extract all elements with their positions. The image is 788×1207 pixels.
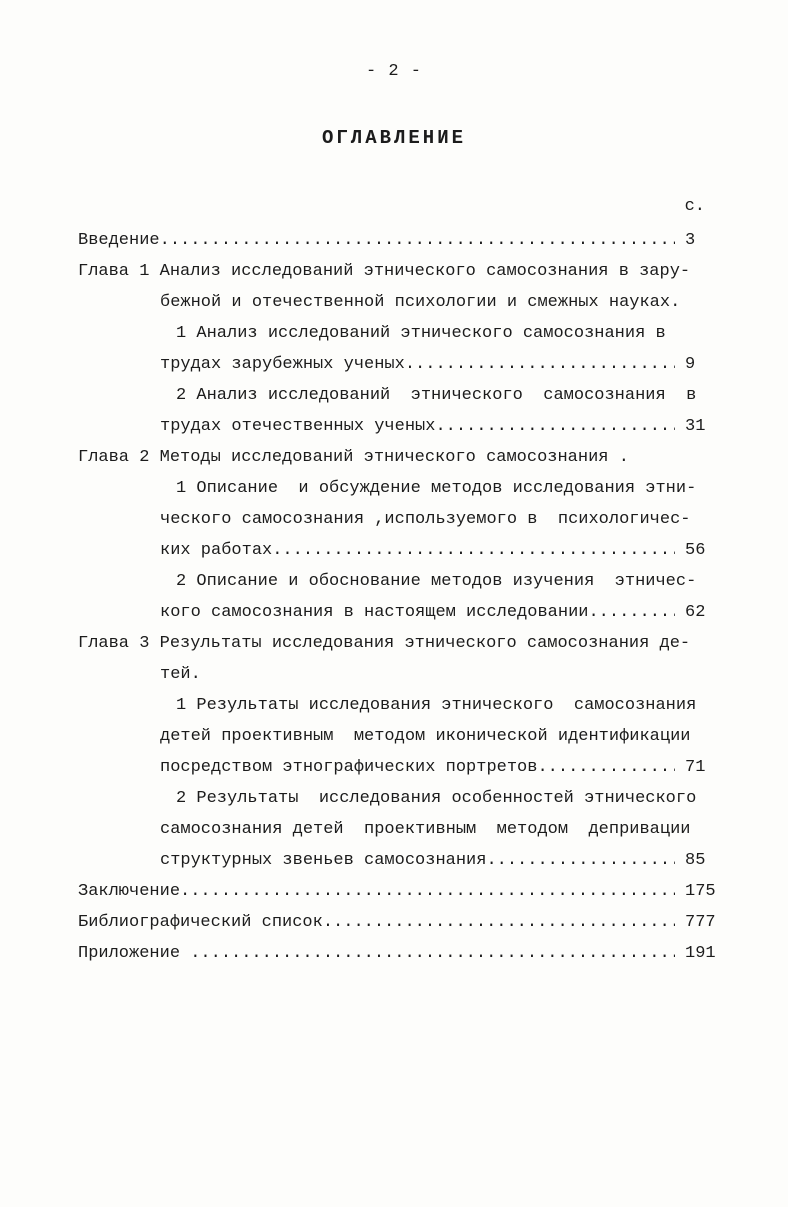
toc-entry [78, 814, 735, 845]
dot-leader [190, 938, 675, 969]
toc-list [78, 225, 735, 969]
toc-entry-text: кого самосознания в настоящем исследовании [160, 603, 589, 622]
toc-entry-text: 2 Результаты исследования особенностей этнического [176, 789, 697, 808]
toc-page-number: 191 [685, 944, 716, 963]
dot-leader [405, 349, 675, 380]
toc-entry [78, 256, 735, 287]
toc-entry [78, 225, 735, 256]
dot-leader [180, 876, 675, 907]
dot-leader [323, 907, 675, 938]
toc-entry [78, 752, 735, 783]
dot-leader [537, 752, 675, 783]
toc-entry [78, 349, 735, 380]
toc-entry [78, 783, 735, 814]
dot-leader [588, 597, 675, 628]
toc-page-number: 85 [685, 851, 706, 870]
toc-page-number: 71 [685, 758, 706, 777]
toc-entry [78, 318, 735, 349]
toc-entry [78, 566, 735, 597]
page-column-header: с. [684, 197, 705, 216]
toc-entry-text: структурных звеньев самосознания [160, 851, 487, 870]
toc-entry [78, 721, 735, 752]
toc-entry [78, 690, 735, 721]
document-title: ОГЛАВЛЕНИЕ [321, 127, 467, 149]
toc-entry [78, 597, 735, 628]
toc-entry [78, 659, 735, 690]
toc-entry-text: 2 Описание и обоснование методов изучения этничес- [176, 572, 697, 591]
toc-entry [78, 907, 735, 938]
toc-entry-text: Глава 2 Методы исследований этнического самосознания . [78, 448, 629, 467]
toc-entry-text: тей. [160, 665, 201, 684]
toc-page-number: 777 [685, 913, 716, 932]
toc-entry [78, 845, 735, 876]
toc-entry-text: посредством этнографических портретов [160, 758, 538, 777]
toc-entry [78, 287, 735, 318]
dot-leader [486, 845, 675, 876]
toc-entry-text: Библиографический список [78, 913, 323, 932]
toc-entry-text: трудах отечественных ученых [160, 417, 436, 436]
toc-entry [78, 442, 735, 473]
toc-entry-text: 1 Описание и обсуждение методов исследования этни- [176, 479, 697, 498]
toc-entry-text: 1 Анализ исследований этнического самосознания в [176, 324, 666, 343]
toc-entry [78, 380, 735, 411]
toc-entry-text: Введение [78, 231, 160, 250]
toc-page-number: 175 [685, 882, 716, 901]
toc-entry-text: Глава 3 Результаты исследования этнического самосознания де- [78, 634, 691, 653]
toc-page-number: 9 [685, 355, 696, 374]
toc-entry [78, 938, 735, 969]
toc-entry-text: ческого самосознания ,используемого в психологичес- [160, 510, 691, 529]
toc-entry-text: трудах зарубежных ученых [160, 355, 405, 374]
toc-page-number: 3 [685, 231, 696, 250]
page-number-top: - 2 - [365, 62, 422, 81]
toc-page-number: 31 [685, 417, 706, 436]
dot-leader [272, 535, 675, 566]
toc-entry [78, 628, 735, 659]
toc-entry [78, 504, 735, 535]
toc-entry [78, 411, 735, 442]
toc-entry [78, 535, 735, 566]
toc-page-number: 62 [685, 603, 706, 622]
toc-entry-text: бежной и отечественной психологии и смежных науках. [160, 293, 681, 312]
toc-entry-text: самосознания детей проективным методом депривации [160, 820, 691, 839]
toc-entry-text: Приложение [78, 944, 191, 963]
toc-entry-text: 1 Результаты исследования этнического самосознания [176, 696, 697, 715]
toc-entry [78, 473, 735, 504]
toc-entry-text: Заключение [78, 882, 181, 901]
toc-entry-text: ких работах [160, 541, 273, 560]
toc-content [78, 197, 735, 969]
toc-entry-text: Глава 1 Анализ исследований этнического самосознания в зару- [78, 262, 691, 281]
toc-entry-text: 2 Анализ исследований этнического самосознания в [176, 386, 697, 405]
dot-leader [435, 411, 675, 442]
toc-entry-text: детей проективным методом иконической идентификации [160, 727, 691, 746]
toc-page-number: 56 [685, 541, 706, 560]
dot-leader [160, 225, 675, 256]
toc-entry [78, 876, 735, 907]
